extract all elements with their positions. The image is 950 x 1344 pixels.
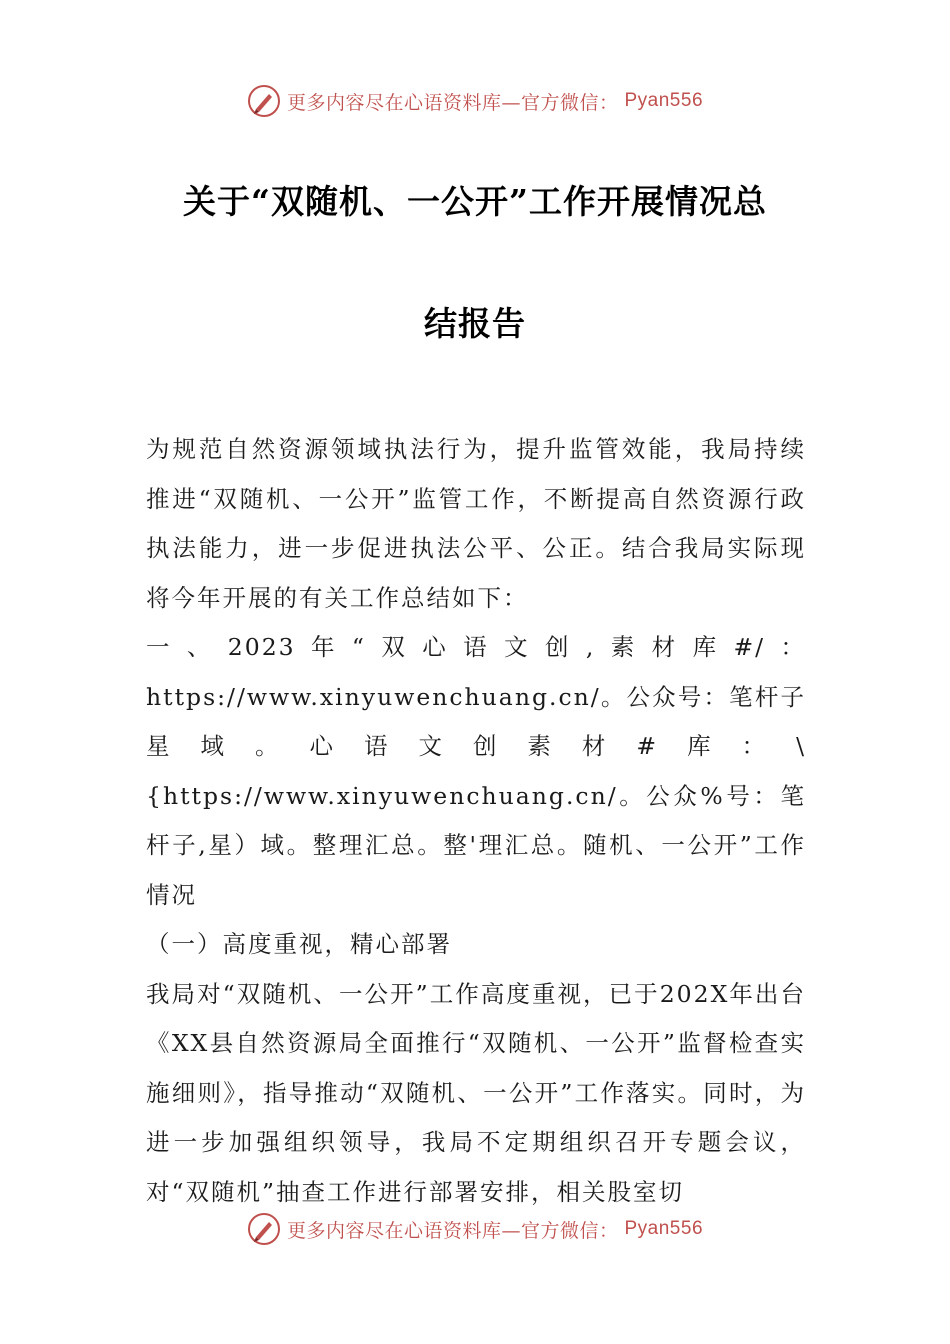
paragraph-subsection-1-body: 我局对“双随机、一公开”工作高度重视，已于202X年出台《XX县自然资源局全面推行“双随机、一公开”监督检查实施细则》，指导推动“双随机、一公开”工作落实。同时，为进一步加强组织领导，我局不定期组织召开专题会议，对“双随机”抽查工作进行部署安排，相关股室切 <box>146 979 806 1206</box>
paragraph-subsection-1-heading: （一）高度重视，精心部署 <box>146 930 452 958</box>
paragraph-section-1-heading: 一、2023年“双心语文创,素材库#/：https://www.xinyuwenchuang.cn/。公众号：笔杆子星域。心语文创素材#库：\{https://www.xinyuwenchuang.cn/。公众%号：笔杆子,星）域。整理汇总。整'理汇总。随机、一公开”工作情况 <box>146 633 806 909</box>
pen-logo-icon <box>247 84 281 118</box>
document-title-line-2: 结报告 <box>424 304 526 343</box>
watermark-id: Pyan556 <box>624 1218 704 1239</box>
paragraph-intro: 为规范自然资源领域执法行为，提升监管效能，我局持续推进“双随机、一公开”监管工作，不断提高自然资源行政执法能力，进一步促进执法公平、公正。结合我局实际现将今年开展的有关工作总结如下： <box>146 435 806 612</box>
document-body <box>146 425 806 1217</box>
watermark-text: 更多内容尽在心语资料库—官方微信： <box>286 1219 619 1242</box>
document-title-line-1: 关于“双随机、一公开”工作开展情况总 <box>183 182 767 221</box>
header-watermark <box>0 84 950 118</box>
footer-watermark <box>0 1212 950 1246</box>
pen-logo-icon <box>247 1212 281 1246</box>
watermark-id: Pyan556 <box>624 90 704 111</box>
watermark-text: 更多内容尽在心语资料库—官方微信： <box>286 91 619 114</box>
